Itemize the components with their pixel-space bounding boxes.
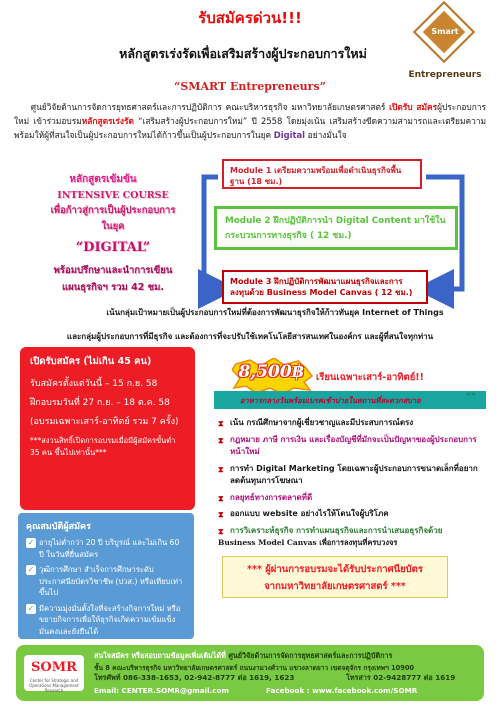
intro-highlight-digital: Digital: [273, 130, 305, 140]
bmc-line: Business Model Canvas เพื่อการลงทุนที่ครบวงจร: [218, 538, 398, 547]
somr-logo: [24, 655, 84, 691]
somr-logo-text: SOMR: [31, 660, 77, 675]
footer-facebook-link[interactable]: Facebook : www.facebook.com/SOMR: [266, 686, 418, 695]
feature-text: กฎหมาย ภาษี การเงิน และเรื่องบัญชีที่มักจะเป็นปัญหาของผู้ประกอบการหน้าใหม่: [230, 434, 477, 456]
hourglass-bullet-icon: ⧗: [218, 510, 224, 519]
qualifications-heading: คุณสมบัติผู้สมัคร: [26, 522, 91, 532]
hourglass-bullet-icon: ⧗: [218, 435, 224, 445]
feature-text: การวิเคราะห์ธุรกิจ การทำแผนธุรกิจและการนำเสนอธุรกิจด้วย: [230, 525, 443, 535]
registration-heading: เปิดรับสมัคร (ไม่เกิน 45 คน): [30, 356, 152, 367]
page-title: หลักสูตรเร่งรัดเพื่อเสริมสร้างผู้ประกอบการใหม่: [119, 46, 367, 61]
footer-contact-heading: สนใจสมัคร หรือสอบถามข้อมูลเพิ่มเติมได้ที่ ศูนย์วิจัยด้านการจัดการยุทธศาสตร์และการปฏิบัติการ: [94, 651, 393, 660]
feature-item: [218, 492, 484, 505]
somr-logo-subtext: Center for Strategic and Operations Management Research: [29, 678, 79, 693]
course-line: เพื่อก้าวสู่การเป็นผู้ประกอบการ: [50, 205, 176, 216]
qualification-item: [26, 564, 186, 599]
feature-text: เน้น กรณีศึกษาจากผู้เชี่ยวชาญและมีประสบการณ์ตรง: [230, 418, 414, 427]
certificate-box: [222, 556, 448, 598]
logo-smart-text: Smart: [431, 27, 459, 36]
intro-highlight-open: เปิดรับ: [389, 102, 413, 112]
course-line: INTENSIVE COURSE: [57, 190, 169, 201]
features-list: [218, 417, 484, 541]
course-line: หลักสูตรเข้มข้น: [69, 174, 137, 185]
course-hours-line: แผนธุรกิจฯ รวม 42 ชม.: [62, 282, 164, 293]
feature-item: [218, 417, 484, 430]
course-digital-line: “DIGITAL”: [75, 240, 151, 255]
feature-text: ออกแบบ website อย่างไรให้โดนใจผู้บริโภค: [230, 509, 389, 518]
feature-item: [218, 434, 484, 459]
course-line: ในยุค: [101, 221, 125, 232]
registration-box: [20, 347, 195, 510]
registration-schedule: (อบรมเฉพาะเสาร์-อาทิตย์ รวม 7 ครั้ง): [30, 417, 179, 427]
price-amount: 8,500฿: [238, 362, 304, 382]
hourglass-bullet-icon: ⧗: [218, 464, 224, 474]
qualification-text: อายุไม่ต่ำกว่า 20 ปี บริบูรณ์ และไม่เกิน 60 ปี ในวันที่ยื่นสมัคร: [39, 538, 180, 559]
intro-text: เสริมสร้างขีดความสามารถและเตรียมความพร้อมให้ผู้ที่สนใจเป็นผู้ประกอบการใหม่ได้ก้าวขึ้นเป็นผู้ประกอบการในยุค: [14, 116, 486, 140]
qualification-text: มีความมุ่งมั่นตั้งใจที่จะสร้างกิจการใหม่ หรือขยายกิจการเพื่อให้ธุรกิจเกิดความเข้มแข็งมั่นคงและยั่งยืนได้: [39, 603, 181, 636]
checkbox-bullet-icon: ✓: [27, 538, 35, 547]
urgent-title: รับสมัครด่วน!!!: [198, 9, 302, 27]
checkbox-bullet-icon: ✓: [27, 565, 35, 574]
feature-text: การทำ Digital Marketing โดยเฉพาะผู้ประกอบการขนาดเล็กที่อยากลดต้นทุนการโฆษณา: [230, 463, 478, 485]
program-subtitle: “SMART Entrepreneurs”: [174, 80, 326, 93]
smart-entrepreneurs-logo: [404, 8, 486, 88]
qualification-item: [26, 537, 186, 560]
qualification-item: [26, 603, 186, 638]
feature-item: [218, 508, 484, 521]
module-1-box: Module 1 เตรียมความพร้อมเพื่อดำเนินธุรกิจพื้นฐาน (18 ชม.): [222, 159, 422, 189]
footer-fax: โทรสาร 02-9428777 ต่อ 1619: [346, 673, 456, 682]
hourglass-bullet-icon: ⧗: [218, 493, 224, 503]
logo-entrepreneurs-text: Entrepreneurs: [408, 70, 482, 80]
qualifications-box: [18, 513, 194, 639]
certificate-line: จากมหาวิทยาลัยเกษตรศาสตร์ ***: [264, 581, 406, 592]
module-3-box: Module 3 ฝึกปฏิบัติการพัฒนาแผนธุรกิจและการลงทุนด้วย Business Model Canvas ( 12 ชม.): [222, 270, 428, 304]
hourglass-bullet-icon: ⧗: [218, 419, 224, 428]
hourglass-bullet-icon: ⧗: [218, 526, 224, 536]
certificate-line: *** ผู้ผ่านการอบรมจะได้รับประกาศนียบัตร: [247, 564, 423, 575]
intro-text: ศูนย์วิจัยด้านการจัดการยุทธศาสตร์และการปฏิบัติการ คณะบริหารธุรกิจ มหาวิทยาลัยเกษตรศาสตร์: [30, 102, 390, 112]
contact-footer: [16, 645, 484, 701]
feature-item: [218, 463, 484, 488]
registration-train-period: ฝึกอบรมวันที่ 27 ก.ย. – 18 ต.ค. 58: [30, 398, 170, 408]
weekend-only-label: เรียนเฉพาะเสาร์-อาทิตย์!!: [316, 372, 424, 383]
qualification-text: วุฒิการศึกษา สำเร็จการศึกษาระดับประกาศนียบัตรวิชาชีพ (ปวส.) หรือเทียบเท่าขึ้นไป: [39, 565, 183, 597]
feature-text: กลยุทธ์ทางการตลาดที่ดี: [230, 492, 313, 502]
footer-phone: โทรศัพท์ 086-338-1653, 02-942-8777 ต่อ 1619, 1623: [94, 673, 295, 682]
intro-paragraph: [14, 100, 486, 142]
meal-ribbon-text: อาหารกลางวันพร้อมเบรคเช้าบ่ายในสถานที่สะดวกสบาย: [240, 396, 421, 405]
target-group-line: เน้นกลุ่มเป้าหมายเป็นผู้ประกอบการใหม่ที่ต้องการพัฒนาธุรกิจให้ก้าวทันยุค Internet of Things: [106, 308, 444, 317]
ribbon-mark: **: [466, 391, 476, 402]
intro-text: “เสริมสร้างผู้ประกอบการใหม่” ปี 2558 โดยมุ่งเน้น: [133, 116, 326, 126]
intro-text: ผู้ประกอบการใหม่ เข้าร่วมอบรม: [14, 102, 486, 126]
footer-email-link[interactable]: Email: CENTER.SOMR@gmail.com: [94, 686, 229, 695]
registration-note: ***สงวนสิทธิ์เปิดการอบรมเมื่อมีผู้สมัครขั้นต่ำ 35 คน ขึ้นไปเท่านั้น***: [30, 436, 176, 457]
intro-text: อย่างมั่นใจ: [305, 130, 347, 140]
footer-address: ชั้น 8 คณะบริหารธุรกิจ มหาวิทยาลัยเกษตรศาสตร์ ถนนงามวงศ์วาน แขวงลาดยาว เขตจตุจักร กรุงเทพฯ 10900: [94, 664, 415, 672]
registration-apply-period: รับสมัครตั้งแต่วันนี้ – 15 ก.ย. 58: [30, 379, 158, 389]
intro-highlight-course: หลักสูตรเร่งรัด: [81, 116, 134, 126]
intensive-course-block: [18, 172, 208, 294]
intro-highlight-apply: สมัคร: [416, 102, 438, 112]
course-line: พร้อมปรึกษาและนำการเขียน: [53, 265, 173, 276]
module-2-box: Module 2 ฝึกปฏิบัติการนำ Digital Content มาใช้ในกระบวนการทางธุรกิจ ( 12 ชม.): [214, 206, 458, 250]
checkbox-bullet-icon: ✓: [27, 603, 35, 613]
target-group-line: และกลุ่มผู้ประกอบการที่มีธุรกิจ และต้องการที่จะปรับใช้เทคโนโลยีสารสนเทศในองค์กร และผู้ที่สนใจทุกท่าน: [66, 332, 434, 341]
feature-item: [218, 525, 484, 538]
